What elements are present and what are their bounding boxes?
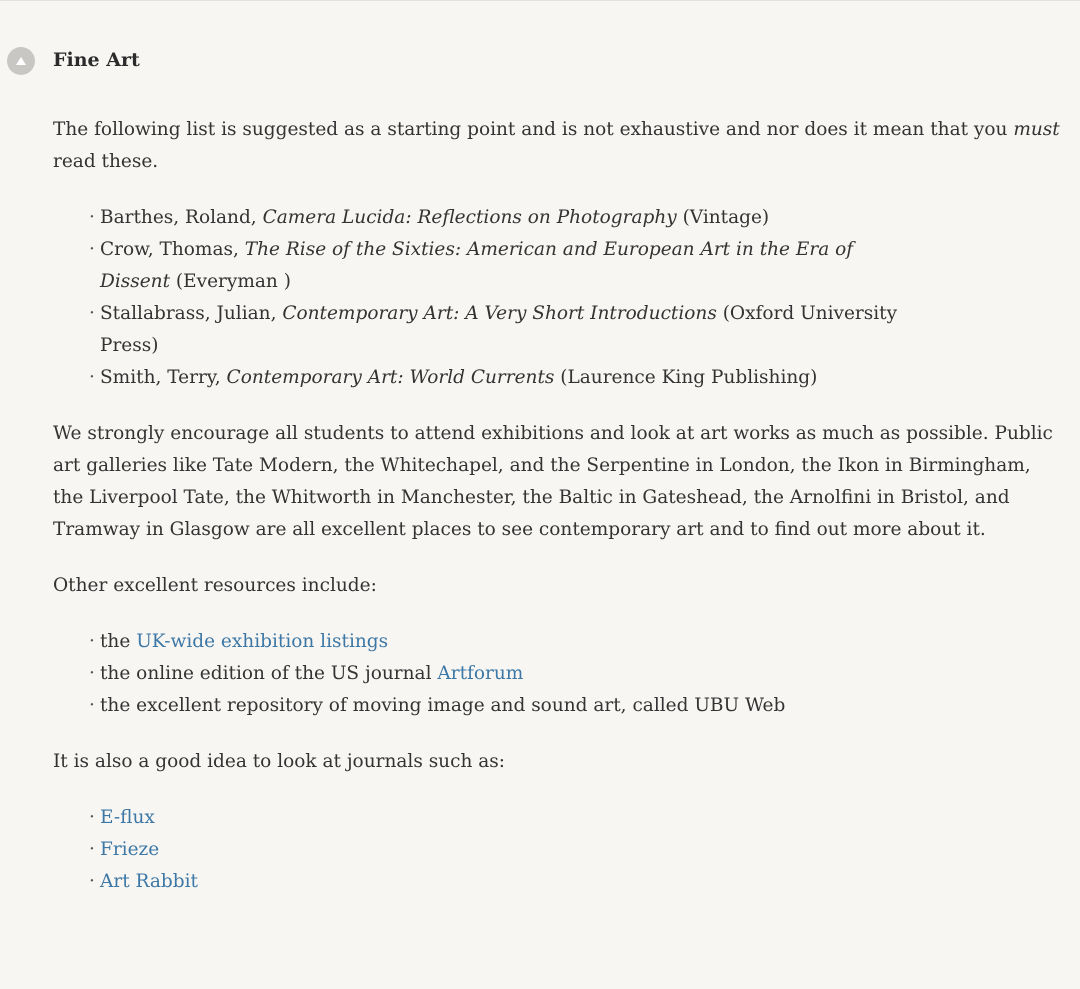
book-author: Crow, Thomas, [100, 239, 245, 260]
book-publisher: (Laurence King Publishing) [554, 367, 818, 388]
section-title: Fine Art [53, 49, 140, 71]
journal-item [91, 802, 1063, 834]
section-content [53, 114, 1063, 922]
book-author: Stallabrass, Julian, [100, 303, 283, 324]
frieze-link[interactable]: Frieze [100, 839, 160, 860]
chevron-up-icon[interactable] [7, 47, 35, 75]
intro-text-end: read these. [53, 151, 159, 172]
book-publisher: (Oxford University Press) [100, 303, 898, 356]
intro-emphasis: must [1013, 119, 1060, 140]
book-item [91, 362, 901, 394]
journals-list [53, 802, 1063, 898]
journals-intro: It is also a good idea to look at journals such as: [53, 751, 506, 772]
resource-item [91, 658, 1063, 690]
accordion-header-fine-art[interactable] [0, 47, 300, 83]
resource-item [91, 690, 1063, 722]
journal-item [91, 834, 1063, 866]
book-author: Barthes, Roland, [100, 207, 263, 228]
resources-list [53, 626, 1063, 722]
intro-paragraph [53, 114, 1063, 178]
intro-text: The following list is suggested as a starting point and is not exhaustive and nor does it mean that you [53, 119, 1014, 140]
art-rabbit-link[interactable]: Art Rabbit [100, 871, 198, 892]
book-title: Contemporary Art: World Currents [226, 367, 555, 388]
e-flux-link[interactable]: E-flux [100, 807, 155, 828]
resource-text: the [100, 631, 137, 652]
book-title: Contemporary Art: A Very Short Introductions [282, 303, 717, 324]
resource-text: the online edition of the US journal [100, 663, 438, 684]
resource-item [91, 626, 1063, 658]
book-publisher: (Vintage) [676, 207, 770, 228]
book-item [91, 298, 901, 362]
book-title: Camera Lucida: Reflections on Photography [262, 207, 677, 228]
book-list [53, 202, 901, 394]
book-publisher: (Everyman ) [170, 271, 291, 292]
journal-item [91, 866, 1063, 898]
book-item [91, 234, 901, 298]
exhibition-listings-link[interactable]: UK-wide exhibition listings [136, 631, 389, 652]
book-item [91, 202, 901, 234]
resource-text: the excellent repository of moving image and sound art, called UBU Web [100, 695, 786, 716]
book-title: The Rise of the Sixties: American and European Art in the Era of Dissent [100, 239, 854, 292]
artforum-link[interactable]: Artforum [437, 663, 524, 684]
resources-intro: Other excellent resources include: [53, 575, 377, 596]
book-author: Smith, Terry, [100, 367, 227, 388]
exhibitions-paragraph: We strongly encourage all students to attend exhibitions and look at art works as much as possible. Public art galleries like Tate Modern, the Whitechapel, and the Serpentine in London, the Ikon in Birmingham, the Liverpool Tate, the Whitworth in Manchester, the Baltic in Gateshead, the Arnolfini in Bristol, and Tramway in Glasgow are all excellent places to see contemporary art and to find out more about it. [53, 423, 1053, 540]
